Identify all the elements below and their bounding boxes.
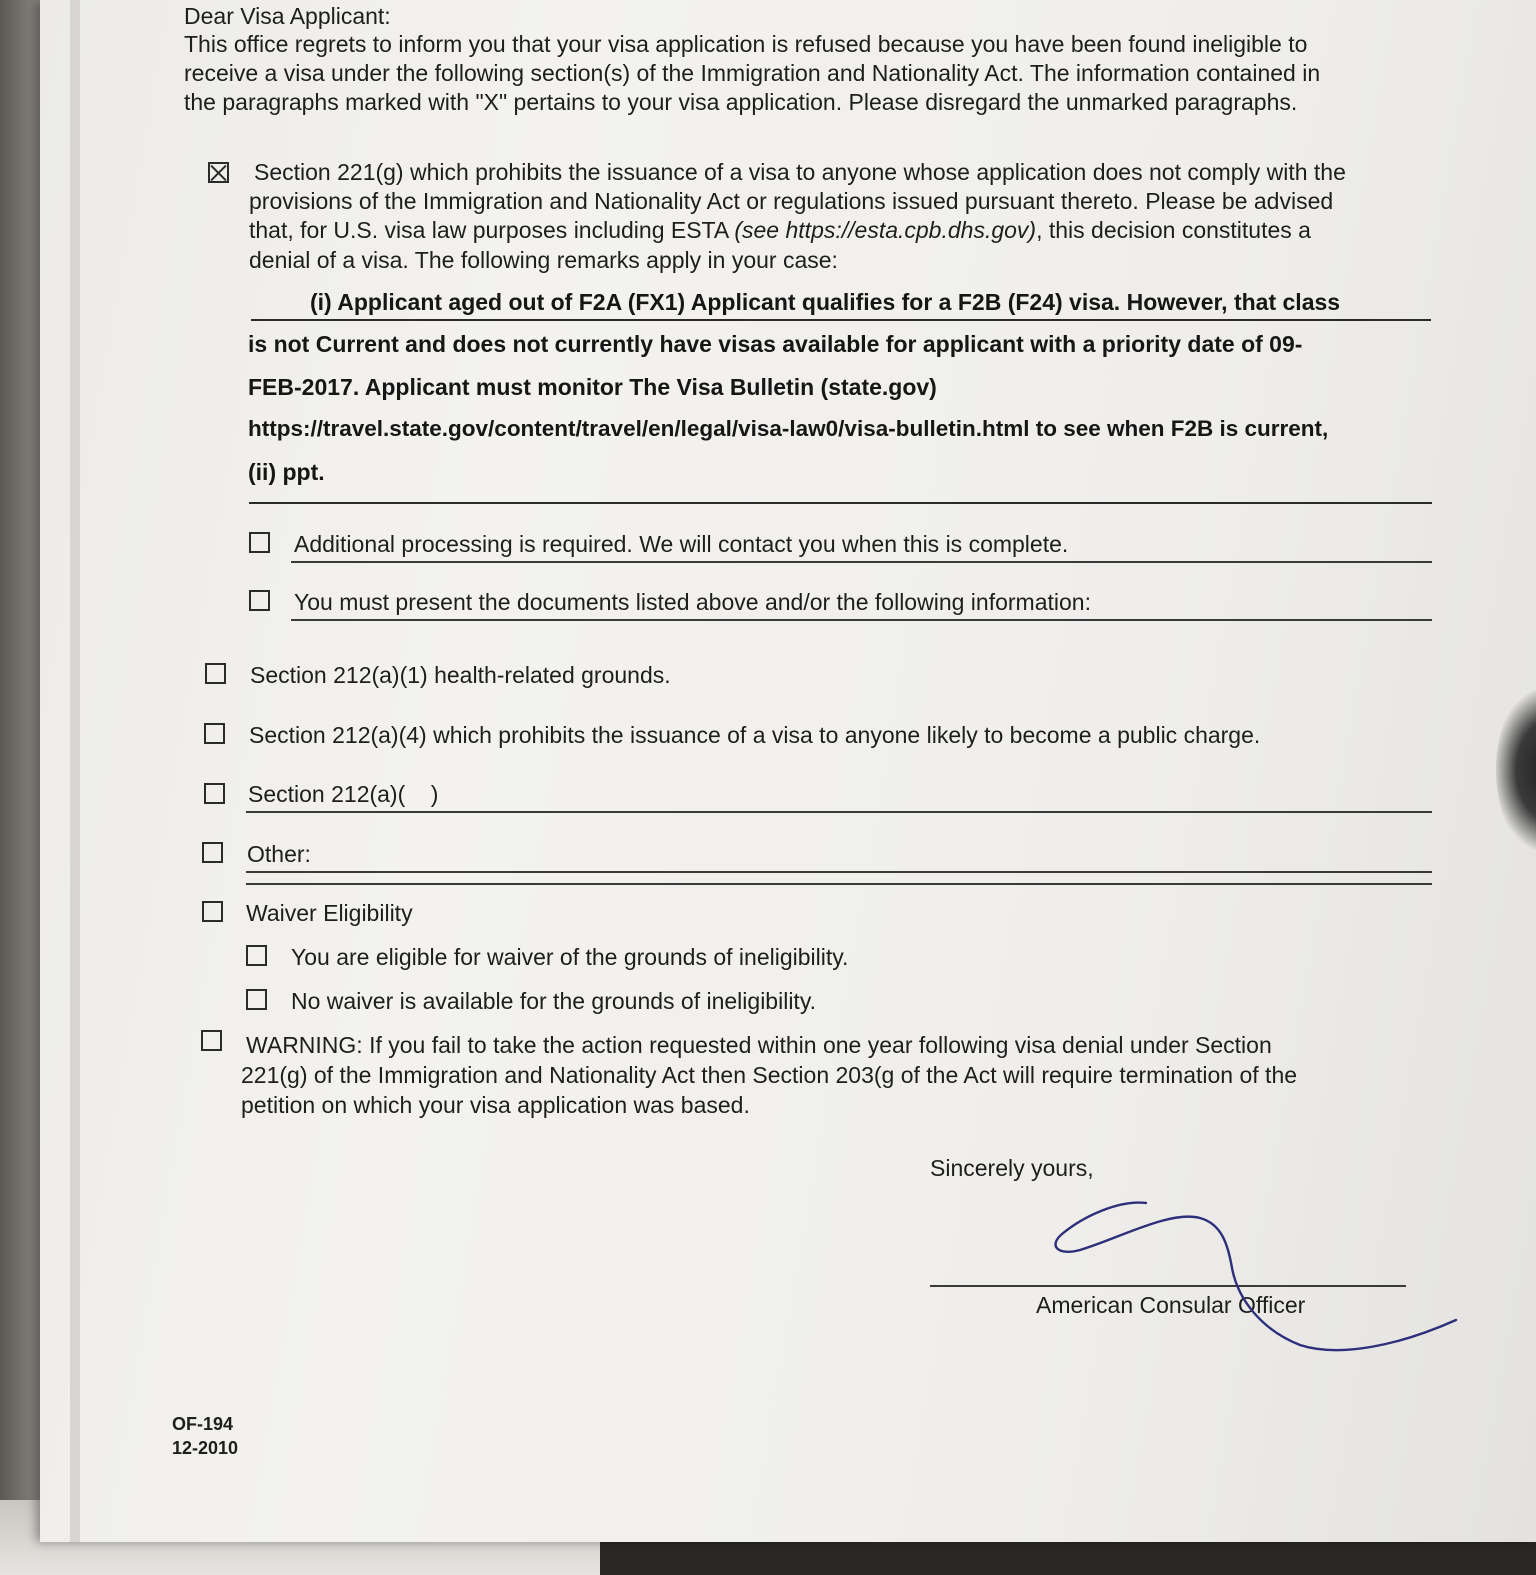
warning-text: 221(g) of the Immigration and Nationality Act then Section 203(g of the Act will require termination of the (241, 1062, 1298, 1088)
section-212a-other-label: Section 212(a)( ) (248, 781, 439, 807)
section-221g-text: provisions of the Immigration and Nationality Act or regulations issued pursuant thereto. Please be advised (249, 188, 1334, 214)
no-waiver-label: No waiver is available for the grounds of ineligibility. (291, 988, 817, 1014)
salutation: Dear Visa Applicant: (184, 3, 391, 29)
section-221g-text: Section 221(g) which prohibits the issuance of a visa to anyone whose application does not comply with the (254, 159, 1346, 185)
other-label: Other: (247, 841, 311, 867)
form-number: OF-194 (172, 1414, 234, 1434)
remarks-line: is not Current and does not currently have visas available for applicant with a priority date of 09- (248, 331, 1303, 357)
section-221g-text: that, for U.S. visa law purposes including ESTA (see https://esta.cpb.dhs.gov), this decision constitutes a (249, 217, 1311, 243)
warning-text: WARNING: If you fail to take the action requested within one year following visa denial under Section (246, 1032, 1272, 1058)
additional-processing-label: Additional processing is required. We will contact you when this is complete. (294, 531, 1069, 557)
remarks-line: (i) Applicant aged out of F2A (FX1) Applicant qualifies for a F2B (F24) visa. However, that class (310, 289, 1341, 315)
intro-line: This office regrets to inform you that your visa application is refused because you have been found ineligible to (184, 31, 1308, 57)
signer-title: American Consular Officer (1036, 1292, 1306, 1318)
present-documents-label: You must present the documents listed above and/or the following information: (294, 589, 1091, 615)
section-212a1-label: Section 212(a)(1) health-related grounds. (250, 662, 671, 688)
esta-link[interactable]: (see https://esta.cpb.dhs.gov) (734, 217, 1037, 243)
section-221g-text: denial of a visa. The following remarks apply in your case: (249, 247, 838, 273)
section-212a4-label: Section 212(a)(4) which prohibits the issuance of a visa to anyone likely to become a public charge. (249, 722, 1261, 748)
waiver-eligible-label: You are eligible for waiver of the grounds of ineligibility. (291, 944, 849, 970)
warning-text: petition on which your visa application was based. (241, 1092, 750, 1118)
waiver-eligibility-label: Waiver Eligibility (246, 900, 413, 926)
form-edition: 12-2010 (172, 1438, 239, 1458)
remarks-line: (ii) ppt. (248, 459, 325, 485)
intro-line: receive a visa under the following section(s) of the Immigration and Nationality Act. The information contained in (184, 60, 1321, 86)
remarks-line: https://travel.state.gov/content/travel/en/legal/visa-law0/visa-bulletin.html to see when F2B is current, (248, 416, 1329, 441)
valediction: Sincerely yours, (930, 1155, 1094, 1181)
intro-line: the paragraphs marked with "X" pertains to your visa application. Please disregard the unmarked paragraphs. (184, 89, 1298, 115)
remarks-line: FEB-2017. Applicant must monitor The Visa Bulletin (state.gov) (248, 374, 937, 400)
